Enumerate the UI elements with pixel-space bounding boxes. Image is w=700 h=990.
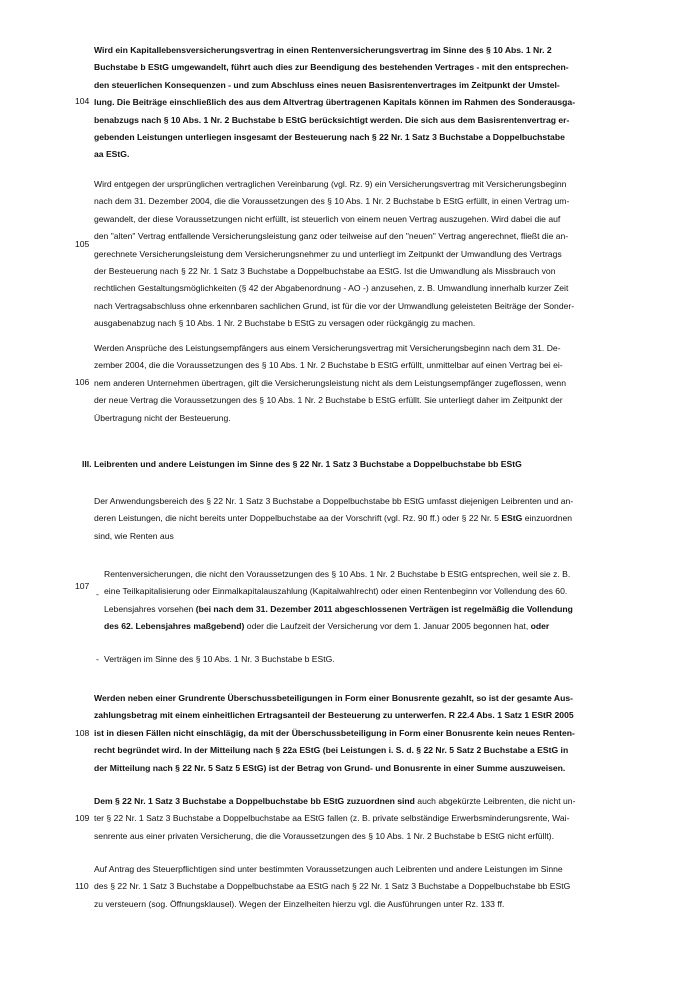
list-dash: - bbox=[96, 654, 99, 664]
text-line: lung. Die Beiträge einschließlich des aus dem Altvertrag übertragenen Kapitals können im Rahmen des Sonderausga- bbox=[94, 97, 576, 108]
text-line: gebenden Leistungen unterliegen insgesamt der Besteuerung nach § 22 Nr. 1 Satz 3 Buchstabe a Doppelbuchstabe bbox=[94, 132, 565, 143]
text-line bbox=[104, 601, 634, 618]
text-run: Lebensjahres vorsehen bbox=[104, 603, 196, 614]
text-line: der neue Vertrag die Voraussetzungen des § 10 Abs. 1 Nr. 2 Buchstabe b EStG erfüllt. Sie unterliegt daher im Zeitpunkt der bbox=[94, 395, 563, 406]
text-line bbox=[94, 793, 626, 810]
text-line: Werden neben einer Grundrente Überschussbeteiligungen in Form einer Bonusrente gezahlt, so ist der gesamte Aus- bbox=[94, 693, 573, 703]
text-line: nach dem 31. Dezember 2004, die die Voraussetzungen des § 10 Abs. 1 Nr. 2 Buchstabe b EStG erfüllt, in einen Vertrag um- bbox=[94, 196, 570, 207]
text-line: Werden Ansprüche des Leistungsempfängers aus einem Versicherungsvertrag mit Versicherungsbeginn nach dem 31. De- bbox=[94, 343, 561, 353]
margin-number-108: 108 bbox=[75, 728, 90, 738]
text-line: eine Teilkapitalisierung oder Einmalkapitalauszahlung (Kapitalwahlrecht) oder einen Rentenbeginn vor Vollendung des 60. bbox=[104, 586, 568, 597]
text-run-bold: oder bbox=[530, 621, 550, 632]
text-line: sind, wie Renten aus bbox=[94, 530, 174, 541]
text-run-bold: des 62. Lebensjahres maßgebend) bbox=[104, 621, 245, 632]
paragraph-104 bbox=[94, 42, 626, 164]
text-line: nem anderen Unternehmen übertragen, gilt die Versicherungsleistung nicht als dem Leistungsempfänger zugeflossen, wenn bbox=[94, 377, 566, 388]
text-line: ist in diesen Fällen nicht einschlägig, da mit der Überschussbeteiligung in Form einer Bonusrente kein neues Renten- bbox=[94, 727, 575, 738]
text-line: Übertragung nicht der Besteuerung. bbox=[94, 412, 231, 423]
text-line: Wird ein Kapitallebensversicherungsvertrag in einen Rentenversicherungsvertrag im Sinne des § 10 Abs. 1 Nr. 2 bbox=[94, 45, 552, 55]
paragraph-intro bbox=[94, 493, 626, 545]
text-line: aa EStG. bbox=[94, 149, 130, 160]
text-line: ter § 22 Nr. 1 Satz 3 Buchstabe a Doppelbuchstabe aa EStG fallen (z. B. private selbständige Erwerbsminderungsrente, Wai- bbox=[94, 813, 570, 824]
text-line: der Besteuerung nach § 22 Nr. 1 Satz 3 Buchstabe a Doppelbuchstabe aa EStG. Ist die Umwandlung als Missbrauch von bbox=[94, 266, 556, 277]
text-line: zu versteuern (sog. Öffnungsklausel). Wegen der Einzelheiten hierzu vgl. die Ausführungen unter Rz. 133 ff. bbox=[94, 898, 505, 909]
text-line: zahlungsbetrag mit einem einheitlichen Ertragsanteil der Besteuerung zu unterwerfen. R 22.4 Abs. 1 Satz 1 EStR 2005 bbox=[94, 710, 574, 721]
text-line: zember 2004, die die Voraussetzungen des § 10 Abs. 1 Nr. 2 Buchstabe b EStG erfüllt, unmittelbar auf einen Vertrag bei ei- bbox=[94, 360, 563, 371]
margin-number-104: 104 bbox=[75, 96, 90, 106]
text-line: der Mitteilung nach § 22 Nr. 5 Satz 5 EStG) ist der Betrag von Grund- und Bonusrente in einer Summe auszuweisen. bbox=[94, 762, 566, 773]
section-heading: III. Leibrenten und andere Leistungen im Sinne des § 22 Nr. 1 Satz 3 Buchstabe a Doppelbuchstabe bb EStG bbox=[82, 459, 522, 469]
margin-number-105: 105 bbox=[75, 239, 90, 249]
text-run: auch abgekürzte Leibrenten, die nicht un- bbox=[414, 796, 576, 806]
text-line: den steuerlichen Konsequenzen - und zum Abschluss eines neuen Basisrentenvertrages im Zeitpunkt der Umstel- bbox=[94, 79, 560, 90]
text-line bbox=[94, 510, 626, 527]
margin-number-109: 109 bbox=[75, 813, 90, 823]
text-run-bold: (bei nach dem 31. Dezember 2011 abgeschlossenen Verträgen ist regelmäßig die Vollendung bbox=[195, 603, 573, 614]
text-run: oder die Laufzeit der Versicherung vor dem 1. Januar 2005 begonnen hat, bbox=[244, 621, 531, 632]
paragraph-105 bbox=[94, 176, 626, 333]
text-line: Rentenversicherungen, die nicht den Voraussetzungen des § 10 Abs. 1 Nr. 2 Buchstabe b EStG entsprechen, weil sie z. B. bbox=[104, 569, 571, 579]
paragraph-109 bbox=[94, 793, 626, 845]
text-line: Der Anwendungsbereich des § 22 Nr. 1 Satz 3 Buchstabe a Doppelbuchstabe bb EStG umfasst diejenigen Leibrenten und an- bbox=[94, 496, 574, 506]
text-line: Auf Antrag des Steuerpflichtigen sind unter bestimmten Voraussetzungen auch Leibrenten und andere Leistungen im Sinne bbox=[94, 864, 563, 874]
list-item-107-2: Verträgen im Sinne des § 10 Abs. 1 Nr. 3 Buchstabe b EStG. bbox=[104, 654, 335, 664]
text-line: des § 22 Nr. 1 Satz 3 Buchstabe a Doppelbuchstabe aa EStG nach § 22 Nr. 1 Satz 3 Buchstabe a Doppelbuchstabe bb EStG bbox=[94, 881, 571, 892]
text-line: senrente aus einer privaten Versicherung, die die Voraussetzungen des § 10 Abs. 1 Nr. 2 Buchstabe b EStG nicht erfüllt). bbox=[94, 830, 555, 841]
text-run: einzuordnen bbox=[522, 513, 573, 524]
text-line: rechtlichen Gestaltungsmöglichkeiten (§ 42 der Abgabenordnung - AO -) anzusehen, z. B. Umwandlung innerhalb kurzer Zeit bbox=[94, 283, 569, 294]
text-line: gerechnete Versicherungsleistung dem Versicherungsnehmer zu und unterliegt im Zeitpunkt der Umwandlung des Vertrags bbox=[94, 248, 562, 259]
text-line: recht begründet wird. In der Mitteilung nach § 22a EStG (bei Leistungen i. S. d. § 22 Nr. 5 Satz 2 Buchstabe a EStG in bbox=[94, 745, 569, 756]
text-run-bold: EStG bbox=[501, 513, 523, 524]
text-line: nach Vertragsabschluss ohne erkennbaren sachlichen Grund, ist für die vor der Umwandlung geleisteten Beiträge der Sonder- bbox=[94, 300, 575, 311]
text-run: deren Leistungen, die nicht bereits unter Doppelbuchstabe aa der Vorschrift (vgl. Rz. 90 ff.) oder § 22 Nr. 5 bbox=[94, 513, 502, 524]
text-line: benabzugs nach § 10 Abs. 1 Nr. 2 Buchstabe b EStG berücksichtigt werden. Die sich aus dem Basisrentenvertrag er- bbox=[94, 114, 570, 125]
paragraph-106 bbox=[94, 340, 626, 427]
list-item-107-1 bbox=[104, 566, 634, 636]
text-line bbox=[104, 618, 634, 635]
text-line: Wird entgegen der ursprünglichen vertraglichen Vereinbarung (vgl. Rz. 9) ein Versicherungsvertrag mit Versicherungsbeginn bbox=[94, 179, 567, 189]
paragraph-110 bbox=[94, 861, 626, 913]
text-run-bold: Dem § 22 Nr. 1 Satz 3 Buchstabe a Doppelbuchstabe bb EStG zuzuordnen sind bbox=[94, 796, 415, 806]
text-line: gewandelt, der diese Voraussetzungen nicht erfüllt, ist steuerlich von einem neuen Vertrag auszugehen. Wird dabei die auf bbox=[94, 213, 561, 224]
list-dash: - bbox=[96, 589, 99, 599]
margin-number-110: 110 bbox=[75, 881, 89, 891]
paragraph-108 bbox=[94, 690, 626, 777]
text-line: ausgabenabzug nach § 10 Abs. 1 Nr. 2 Buchstabe b EStG zu versagen oder rückgängig zu machen. bbox=[94, 318, 476, 329]
text-line: den "alten" Vertrag entfallende Versicherungsleistung ganz oder teilweise auf den "neuen" Vertrag angerechnet, fließt die an- bbox=[94, 231, 569, 242]
margin-number-107: 107 bbox=[75, 581, 90, 591]
text-line: Buchstabe b EStG umgewandelt, führt auch dies zur Beendigung des bestehenden Vertrages - mit den entsprechen- bbox=[94, 62, 569, 73]
margin-number-106: 106 bbox=[75, 377, 90, 387]
